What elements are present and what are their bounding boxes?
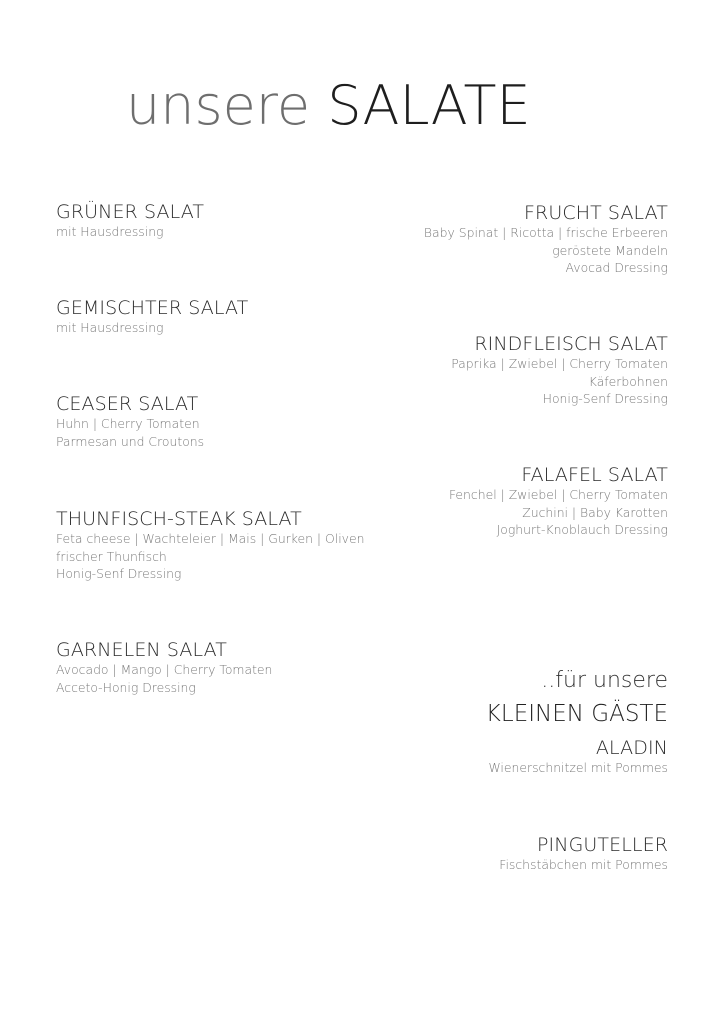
desc-line: Wienerschnitzel mit Pommes	[488, 760, 668, 775]
desc-line: Paprika | Zwiebel | Cherry Tomaten	[451, 356, 668, 371]
menu-item-name: GRÜNER SALAT	[56, 201, 205, 223]
desc-line: Avocad Dressing	[565, 260, 668, 275]
kids-title: KLEINEN GÄSTE	[485, 701, 668, 727]
menu-item-name: RINDFLEISCH SALAT	[474, 333, 668, 355]
menu-item-desc	[56, 223, 204, 241]
menu-item-name: CEASER SALAT	[56, 393, 199, 415]
menu-item-desc	[451, 355, 668, 408]
menu-item-aladin	[488, 737, 668, 777]
menu-item-desc	[499, 856, 668, 874]
menu-item-frucht-salat	[424, 202, 668, 277]
desc-line: Fischstäbchen mit Pommes	[499, 857, 668, 872]
desc-line: Parmesan und Croutons	[56, 433, 205, 449]
menu-item-ceaser-salat	[56, 393, 204, 450]
page-title	[126, 74, 531, 138]
title-light: unsere	[126, 74, 311, 137]
menu-item-name: FRUCHT SALAT	[524, 202, 668, 224]
menu-item-name: FALAFEL SALAT	[521, 464, 668, 486]
menu-item-name: GEMISCHTER SALAT	[56, 297, 249, 319]
menu-item-desc	[56, 415, 204, 450]
menu-item-rindfleisch-salat	[451, 333, 668, 408]
desc-line: frischer Thunfisch	[56, 548, 167, 564]
menu-item-gemischter-salat	[56, 297, 248, 337]
desc-line: Fenchel | Zwiebel | Cherry Tomaten	[448, 487, 668, 502]
desc-line: Huhn | Cherry Tomaten	[56, 416, 200, 431]
desc-line: Joghurt-Knoblauch Dressing	[496, 522, 668, 537]
menu-item-name: ALADIN	[595, 737, 668, 759]
menu-item-name: THUNFISCH-STEAK SALAT	[56, 508, 302, 530]
desc-line: geröstete Mandeln	[552, 242, 668, 258]
menu-item-desc	[449, 486, 668, 539]
desc-line: Acceto-Honig Dressing	[56, 679, 196, 695]
menu-item-name: PINGUTELLER	[537, 834, 668, 856]
desc-line: mit Hausdressing	[56, 320, 164, 335]
menu-item-falafel-salat	[449, 464, 668, 539]
menu-item-garnelen-salat	[56, 639, 272, 696]
kids-intro: ..für unsere	[541, 668, 668, 693]
desc-line: Käferbohnen	[588, 373, 668, 389]
desc-line: Avocado | Mango | Cherry Tomaten	[56, 662, 273, 677]
desc-line: Feta cheese | Wachteleier | Mais | Gurken | Oliven	[56, 531, 365, 546]
menu-item-name: GARNELEN SALAT	[56, 639, 227, 661]
menu-item-desc	[56, 530, 364, 583]
menu-item-desc	[424, 224, 668, 277]
desc-line: Zuchini | Baby Karotten	[522, 504, 668, 520]
menu-item-gruener-salat	[56, 201, 204, 241]
menu-item-desc	[488, 759, 668, 777]
desc-line: Honig-Senf Dressing	[56, 566, 182, 581]
menu-item-pinguteller	[499, 834, 668, 874]
desc-line: mit Hausdressing	[56, 224, 164, 239]
menu-item-desc	[56, 661, 272, 696]
desc-line: Honig-Senf Dressing	[542, 391, 668, 406]
desc-line: Baby Spinat | Ricotta | frische Erbeeren	[423, 225, 668, 240]
menu-item-desc	[56, 319, 248, 337]
title-bold: SALATE	[327, 74, 531, 137]
menu-item-thunfisch-steak-salat	[56, 508, 364, 583]
